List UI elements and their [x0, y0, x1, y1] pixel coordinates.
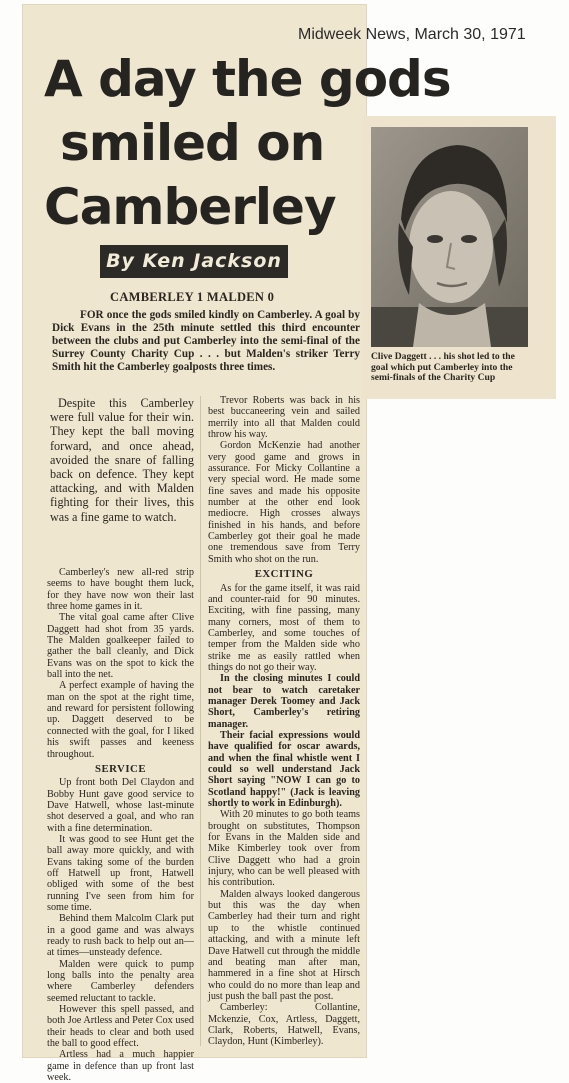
- portrait-illustration: [371, 127, 528, 347]
- paragraph: Camberley: Collantine, Mckenzie, Cox, Artless, Daggett, Clark, Roberts, Hatwell, Evans, Claydon, Hunt (Kimberley).: [208, 1002, 360, 1048]
- paragraph: Artless had a much happier game in defence than up front last week.: [47, 1049, 194, 1083]
- paragraph-bold: Their facial expressions would have qualified for oscar awards, and when the final whistle went I could so well understand Jack Short saying "NOW I can go to Scotland happy!" (Jack is leaving shortly to work in Edinburgh).: [208, 729, 360, 810]
- paragraph: Malden were quick to pump long balls into the penalty area where Camberley defenders seemed reluctant to tackle.: [47, 958, 194, 1004]
- paragraph: Trevor Roberts was back in his best buccaneering vein and sailed merrily into all that Malden could throw his way.: [208, 395, 360, 441]
- paragraph: Malden always looked dangerous but this was the day when Camberley had their turn and right up to the whistle continued attacking, and with a minute left Dave Hatwell cut through the middle and beating man after man, hammered in a fine shot at Hirsch who could do no more than leap and just push the ball past the post.: [208, 888, 360, 1002]
- paragraph: Behind them Malcolm Clark put in a good game and was always ready to rush back to help out an—at times—unsteady defence.: [47, 913, 194, 959]
- column-right: [208, 395, 360, 1048]
- lead-text: Despite this Camberley were full value for their win. They kept the ball moving forward, and once ahead, avoided the snare of falling back on defence. They kept attacking, and with Malden fighting for their lives, this was a fine game to watch.: [50, 396, 194, 524]
- paragraph-bold: In the closing minutes I could not bear to watch caretaker manager Derek Toomey and Jack Short, Camberley's retiring manager.: [208, 673, 360, 730]
- column-divider: [200, 396, 201, 1046]
- subheading-exciting: EXCITING: [254, 568, 314, 581]
- paragraph: Camberley's new all-red strip seems to have bought them luck, for they have now won their last three home games in it.: [47, 567, 194, 613]
- subheading-service: SERVICE: [94, 762, 147, 775]
- paragraph: However this spell passed, and both Joe Artless and Peter Cox used their heads to clear and both used the ball to good effect.: [47, 1004, 194, 1050]
- paragraph: Up front both Del Claydon and Bobby Hunt gave good service to Dave Hatwell, whose last-minute shot deserved a goal, and who ran with a fine determination.: [47, 777, 194, 834]
- byline: By Ken Jackson: [100, 245, 288, 278]
- paragraph: A perfect example of having the man on the spot at the right time, and reward for persistent following up. Daggett deserved to be connected with the goal, for I liked his swift passes and keeness throughout.: [47, 680, 194, 760]
- portrait-photo: [371, 127, 528, 347]
- column-left: [47, 567, 194, 1083]
- paragraph: Gordon McKenzie had another very good game and grows in assurance. For Micky Collantine a very special word. He made some fine saves and made his opposite number at the other end look mediocre. High crosses always finished in his hands, and before Camberley got their goal he made one tremendous save from Terry Smith who shot on the run.: [208, 440, 360, 565]
- score-line: CAMBERLEY 1 MALDEN 0: [110, 290, 275, 304]
- headline-line-1: A day the gods: [44, 50, 451, 108]
- photo-caption: Clive Daggett . . . his shot led to the goal which put Camberley into the semi-finals of the Charity Cup: [371, 351, 515, 384]
- paragraph: It was good to see Hunt get the ball away more quickly, and with Evans taking some of the burden off Hatwell up front, Hatwell obliged with some of the best running I've seen from him for some time.: [47, 833, 194, 913]
- paragraph: The vital goal came after Clive Daggett had shot from 35 yards. The Malden goalkeeper failed to gather the ball cleanly, and Dick Evans was on the spot to kick the ball into the net.: [47, 612, 194, 681]
- intro-paragraph: [52, 309, 360, 374]
- intro-text: FOR once the gods smiled kindly on Camberley. A goal by Dick Evans in the 25th minute settled this third encounter between the clubs and put Camberley into the semi-final of the Surrey County Charity Cup . . . but Malden's striker Terry Smith hit the Camberley goalposts three times.: [52, 309, 360, 373]
- headline-line-2: smiled on: [60, 114, 325, 172]
- lead-paragraph: [50, 396, 194, 524]
- headline-line-3: Camberley: [44, 178, 336, 236]
- paragraph: With 20 minutes to go both teams brought on substitutes, Thompson for Evans in the Malden side and Mike Kimberley took over from Clive Daggett who had a groin injury, who can be well pleased with his contribution.: [208, 809, 360, 889]
- paragraph: As for the game itself, it was raid and counter-raid for 90 minutes. Exciting, with fine passing, many many corners, most of them to Camberley, and some touches of temper from the Malden side who strike me as easily rattled when things do not go their way.: [208, 582, 360, 673]
- dateline: Midweek News, March 30, 1971: [298, 26, 526, 43]
